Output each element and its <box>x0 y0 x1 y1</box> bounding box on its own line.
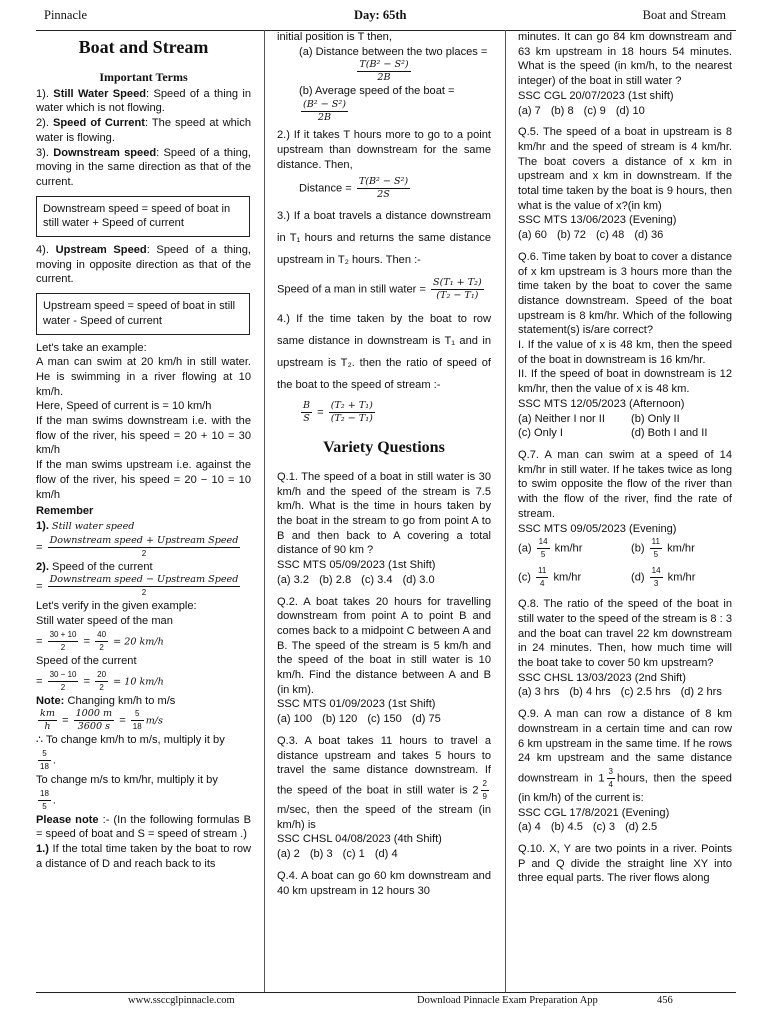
option: (b) 120 <box>322 713 358 726</box>
option: (a) 3 hrs <box>518 686 560 699</box>
please-note: Please note :- (In the following formulas B = speed of boat and S = speed of stream .) <box>36 813 251 841</box>
question-source: SSC CHSL 04/08/2023 (4th Shift) <box>277 833 442 846</box>
section-heading: Variety Questions <box>323 439 445 457</box>
option: (d) 2 hrs <box>680 686 722 699</box>
verify-label: Still water speed of the man <box>36 615 173 628</box>
footer-app-promo: Download Pinnacle Exam Preparation App <box>417 995 598 1006</box>
example-text: Here, Speed of current is = 10 km/h <box>36 400 212 413</box>
option: (a) 3.2 <box>277 573 310 586</box>
question-source: SSC MTS 09/05/2023 (Evening) <box>518 522 677 535</box>
question-4: Q.4. A boat can go 60 km downstream and 40 km upstream in 12 hours 30 <box>277 869 491 897</box>
formula-still-water: = $\frac{\text{Downstream speed + Upstream Speed}}{2}$ <box>36 534 239 558</box>
formula-b-label: (b) Average speed of the boat = <box>299 85 455 98</box>
formula-4-intro: 4.) If the time taken by the boat to row same distance in downstream is T₁ and in upstream is T₂. then the ratio of speed of the boat to the speed of stream :- <box>277 313 491 392</box>
option: (d) $\frac{14}{3}$ km/hr <box>631 566 696 589</box>
example-text: If the man swims upstream i.e. against the flow of the river, his speed = 20 − 10 = 10 km/h <box>36 459 251 501</box>
verify-calc-2: = $\frac{30 - 10}{2}$ = $\frac{20}{2}$ = 10 km/h <box>36 669 164 692</box>
question-text: Q.2. A boat takes 20 hours for travelling downstream from point A to point B and comes back to a midpoint C between A and B. The speed of the stream is 5 km/h and the speed of the boat in still water is 10 km/h. Find the distance between A and B (in km). <box>277 595 491 696</box>
option: (c) 9 <box>583 104 606 117</box>
term-3: 3). Downstream speed: Speed of a thing, moving in the same direction as that of the current. <box>36 146 251 188</box>
option: (d) 4 <box>374 848 398 861</box>
verify-calc-1: = $\frac{30 + 10}{2}$ = $\frac{40}{2}$ = 20 km/h <box>36 629 164 652</box>
option: (c) 48 <box>595 229 625 242</box>
verify-label: Speed of the current <box>36 654 137 667</box>
question-text: Q.3. A boat takes 11 hours to travel a distance upstream and takes 5 hours to travel the same distance downstream. If the speed of the boat in still water is 2 $\frac{2}{9}$ m/sec, then the speed of the stream (in km/h) is <box>277 734 491 831</box>
statement-1: I. If the value of x is 48 km, then the speed of the boat in downstream is 16 km/hr. <box>518 339 732 366</box>
option: (c) Only I <box>518 427 563 440</box>
option: (c) 3.4 <box>361 573 393 586</box>
question-text: Q.6. Time taken by boat to cover a distance of x km upstream is 3 hours more than the time taken by the boat to cover the same distance downstream. Speed of the boat upstream is 8 km/hr. Which of the following statement(s) is/are correct? <box>518 250 732 337</box>
question-text: Q.8. The ratio of the speed of the boat in still water to the speed of the stream is 8 : 3 and the boat can travel 22 km downstream in 24 minutes. Then, how much time will the boat take to cover 50 km upstream? <box>518 598 732 670</box>
option: (d) 3.0 <box>402 573 435 586</box>
conversion-formula: $\frac{km}{h}$ = $\frac{1000 m}{3600 s}$ = $\frac{5}{18}$ m/s <box>40 708 163 733</box>
option: (a) $\frac{14}{5}$ km/hr <box>518 537 583 560</box>
option: (b) 2.8 <box>319 573 352 586</box>
column-3 <box>518 30 732 992</box>
upstream-formula-box: Upstream speed = speed of boat in still water - Speed of current <box>36 293 250 334</box>
option: (d) 10 <box>615 104 645 117</box>
options <box>518 685 732 700</box>
option: (d) 75 <box>411 713 441 726</box>
option: (c) 2.5 hrs <box>620 686 671 699</box>
page-title: Boat and Stream <box>78 37 209 57</box>
question-source: SSC MTS 01/09/2023 (1st Shift) <box>277 698 436 711</box>
continued-text: initial position is T then, <box>277 31 392 43</box>
footer-rule <box>36 992 736 993</box>
question-text: minutes. It can go 84 km downstream and 63 km upstream in 18 hours 54 minutes. What is the speed (in km/h, to the nearest integer) of the boat in still water ? <box>518 31 732 88</box>
formula-ratio: $\frac{B}{S}$ = $\frac{\text{(T₂ + T₁)}}{\text{(T₂ − T₁)}}$ <box>303 400 373 425</box>
options <box>277 847 491 862</box>
note: Note: Changing km/h to m/s <box>36 694 176 707</box>
options <box>518 536 732 590</box>
option: (c) $\frac{11}{4}$ km/hr <box>518 566 582 589</box>
question-source: SSC CHSL 13/03/2023 (2nd Shift) <box>518 671 686 684</box>
option: (b) $\frac{11}{5}$ km/hr <box>631 537 695 560</box>
verify-intro: Let's verify in the given example: <box>36 600 197 613</box>
option: (a) Neither I nor II <box>518 412 605 425</box>
option: (b) 8 <box>550 104 574 117</box>
formula-current: = $\frac{\text{Downstream speed − Upstream Speed}}{2}$ <box>36 574 239 598</box>
option: (b) 3 <box>309 848 333 861</box>
option: (b) Only II <box>631 412 680 425</box>
column-1 <box>36 30 251 992</box>
conversion-factor-2: $\frac{18}{5}$ . <box>40 788 56 811</box>
option: (a) 7 <box>518 104 541 117</box>
option: (b) 4 hrs <box>569 686 611 699</box>
formula-2-intro: 2.) If it takes T hours more to go to a point upstream than downstream for the same distance. Then, <box>277 129 491 171</box>
option: (d) 2.5 <box>625 821 658 834</box>
example-intro: Let's take an example: <box>36 341 147 354</box>
header-day: Day: 65th <box>354 8 407 22</box>
example-text: If the man swims downstream i.e. with the flow of the river, his speed = 20 + 10 = 30 km/h <box>36 415 251 457</box>
example-text: A man can swim at 20 km/h in still water. He is swimming in a river flowing at 10 km/h. <box>36 356 251 398</box>
question-text: Q.9. A man can row a distance of 8 km downstream in a certain time and can row 6 km upstream in the same time. If he rows 24 km upstream and the same distance downstream in 1 $\frac{3}{4}$ hours, then the speed (in km/h) of the current is: <box>518 708 732 804</box>
conversion-rule-2: To change m/s to km/hr, multiply it by <box>36 773 218 786</box>
column-2 <box>277 30 491 992</box>
option: (b) 72 <box>556 229 586 242</box>
question-6 <box>518 250 732 441</box>
question-source: SSC CGL 20/07/2023 (1st shift) <box>518 89 674 102</box>
section-heading: Important Terms <box>99 70 188 84</box>
downstream-formula-box: Downstream speed = speed of boat in still water + Speed of current <box>36 196 250 237</box>
question-source: SSC CGL 17/8/2021 (Evening) <box>518 806 670 819</box>
question-7 <box>518 448 732 590</box>
header-brand: Pinnacle <box>44 8 88 22</box>
term-2: 2). Speed of Current: The speed at which water is flowing. <box>36 117 251 144</box>
formula-1-intro: 1.) If the total time taken by the boat to row a distance of D and reach back to its <box>36 843 251 870</box>
header-topic: Boat and Stream <box>642 8 726 22</box>
option: (b) 4.5 <box>550 821 583 834</box>
term-1: 1). Still Water Speed: Speed of a thing in water which is not flowing. <box>36 87 251 115</box>
statement-2: II. If the speed of boat in downstream is 12 km/hr, then the value of x is 48 km. <box>518 368 732 396</box>
question-3 <box>277 734 491 862</box>
question-10: Q.10. X, Y are two points in a river. Points P and Q divide the straight line XY into three equal parts. The river flows along <box>518 843 732 885</box>
question-text: Q.5. The speed of a boat in upstream is 8 km/hr and the speed of stream is 4 km/hr. The boat covers a distance of x km in upstream and x km in downstream. If the total time taken by the boat is 9 hours, then what is the value of x?(in km) <box>518 126 732 212</box>
question-9 <box>518 707 732 835</box>
options <box>518 228 732 243</box>
options <box>277 573 491 588</box>
question-2 <box>277 595 491 727</box>
footer-website: www.ssccglpinnacle.com <box>128 995 235 1006</box>
column-divider <box>505 30 506 992</box>
formula-distance: Distance = $\frac{\text{T(B² − S²)}}{2S}$ <box>299 176 409 201</box>
options <box>518 104 732 119</box>
conversion-rule-1: ∴ To change km/h to m/s, multiply it by <box>36 734 225 747</box>
page-number: 456 <box>657 995 673 1006</box>
option: (c) 150 <box>367 713 402 726</box>
question-5 <box>518 125 732 243</box>
options <box>277 712 491 727</box>
option: (a) 60 <box>518 229 547 242</box>
formula-a: $\frac{\text{T(B² − S²)}}{2B}$ <box>359 59 409 84</box>
question-8 <box>518 597 732 700</box>
term-4: 4). Upstream Speed: Speed of a thing, moving in opposite direction as that of the current. <box>36 244 251 286</box>
conversion-factor-1: $\frac{5}{18}$ . <box>40 748 56 771</box>
page-header <box>0 0 768 30</box>
option: (c) 3 <box>592 821 616 834</box>
options <box>518 820 732 835</box>
option: (a) 4 <box>518 821 541 834</box>
option: (c) 1 <box>342 848 365 861</box>
column-divider <box>264 30 265 992</box>
option: (d) 36 <box>634 229 664 242</box>
remember-2: 2). Speed of the current <box>36 560 153 573</box>
question-source: SSC MTS 12/05/2023 (Afternoon) <box>518 397 685 410</box>
options <box>518 412 732 441</box>
question-text: Q.1. The speed of a boat in still water is 30 km/h and the speed of the stream is 7.5 km/h. What is the time in hours taken by the boat in the stream to go from point A to B and then back to A covering a total distance of 90 km ? <box>277 470 491 557</box>
question-4-continued <box>518 30 732 118</box>
question-source: SSC MTS 05/09/2023 (1st Shift) <box>277 559 436 572</box>
remember-1: 1). Still water speed <box>36 519 135 532</box>
remember-heading: Remember <box>36 505 94 518</box>
question-text: Q.7. A man can swim at a speed of 14 km/hr in still water. If he takes twice as long to swim opposite the flow of the river than with the flow of the river, find the rate of stream. <box>518 448 732 520</box>
formula-b: $\frac{\text{(B² − S²)}}{2B}$ <box>303 99 346 124</box>
formula-a-label: (a) Distance between the two places = <box>299 45 488 58</box>
option: (a) 100 <box>277 713 313 726</box>
question-source: SSC MTS 13/06/2023 (Evening) <box>518 214 677 227</box>
formula-3-intro: 3.) If a boat travels a distance downstream in T₁ hours and returns the same distance upstream in T₂ hours. Then :- <box>277 210 491 267</box>
option: (a) 2 <box>277 848 300 861</box>
formula-still-water-man: Speed of a man in still water = $\frac{\text{S(T₁ + T₂)}}{\text{(T₂ − T₁)}}$ <box>277 277 482 302</box>
option: (d) Both I and II <box>631 427 708 440</box>
question-1 <box>277 470 491 588</box>
